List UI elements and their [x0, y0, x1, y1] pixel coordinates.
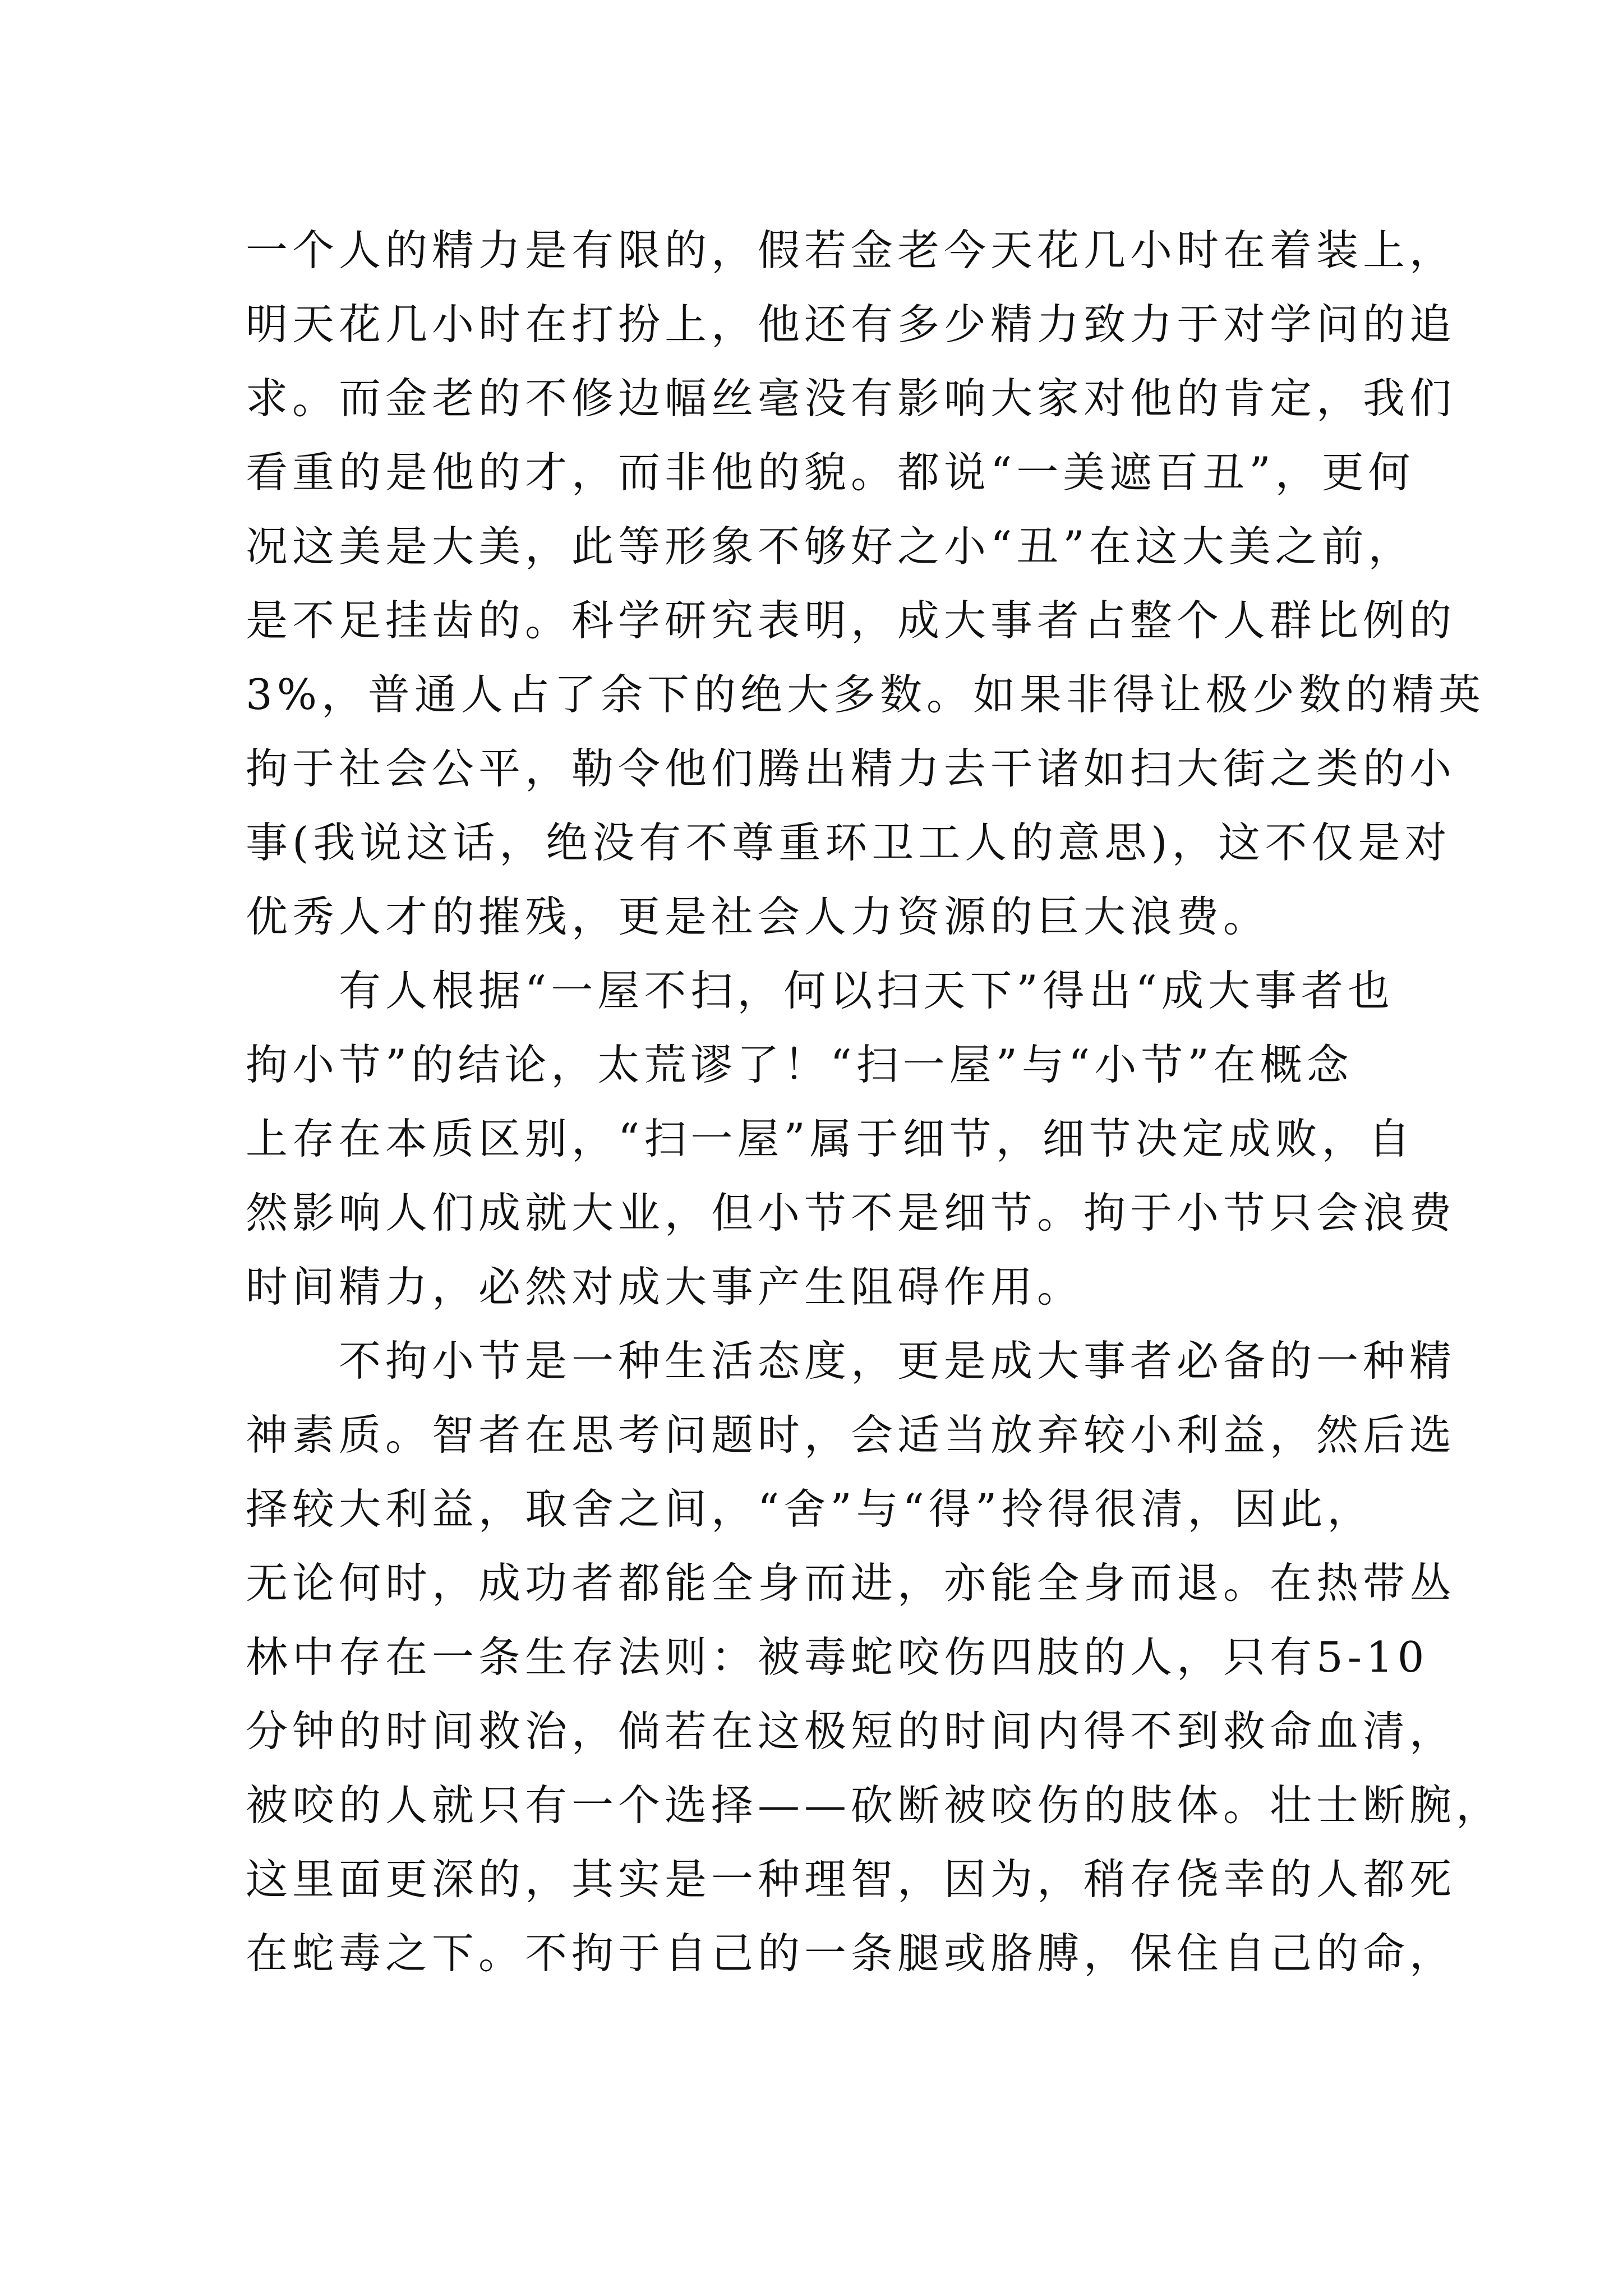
text-line: 况这美是大美，此等形象不够好之小“丑”在这大美之前，	[246, 522, 1415, 571]
text-line: 上存在本质区别，“扫一屋”属于细节，细节决定成败，自	[246, 1114, 1415, 1163]
text-line: 这里面更深的，其实是一种理智，因为，稍存侥幸的人都死	[246, 1855, 1456, 1904]
paragraph-start-line: 有人根据“一屋不扫，何以扫天下”得出“成大事者也	[339, 966, 1395, 1015]
paragraph-start-line: 不拘小节是一种生活态度，更是成大事者必备的一种精	[339, 1336, 1456, 1386]
text-line: 然影响人们成就大业，但小节不是细节。拘于小节只会浪费	[246, 1188, 1456, 1237]
text-line: 分钟的时间救治，倘若在这极短的时间内得不到救命血清，	[246, 1706, 1456, 1756]
text-line: 无论何时，成功者都能全身而进，亦能全身而退。在热带丛	[246, 1558, 1456, 1608]
text-line: 明天花几小时在打扮上，他还有多少精力致力于对学问的追	[246, 300, 1456, 349]
article-body	[246, 213, 1503, 1990]
text-line: 优秀人才的摧残，更是社会人力资源的巨大浪费。	[246, 892, 1270, 941]
text-line: 择较大利益，取舍之间，“舍”与“得”拎得很清，因此，	[246, 1484, 1374, 1534]
text-line: 拘小节”的结论，太荒谬了！“扫一屋”与“小节”在概念	[246, 1040, 1353, 1089]
text-line: 神素质。智者在思考问题时，会适当放弃较小利益，然后选	[246, 1410, 1456, 1460]
text-line: 在蛇毒之下。不拘于自己的一条腿或胳膊，保住自己的命，	[246, 1929, 1456, 1978]
text-line: 时间精力，必然对成大事产生阻碍作用。	[246, 1262, 1084, 1312]
text-line: 是不足挂齿的。科学研究表明，成大事者占整个人群比例的	[246, 596, 1456, 645]
text-line: 一个人的精力是有限的，假若金老今天花几小时在着装上，	[246, 226, 1456, 275]
text-line: 被咬的人就只有一个选择——砍断被咬伤的肢体。壮士断腕，	[246, 1780, 1503, 1830]
text-line: 拘于社会公平，勒令他们腾出精力去干诸如扫大街之类的小	[246, 744, 1456, 793]
text-line: 3%，普通人占了余下的绝大多数。如果非得让极少数的精英	[246, 670, 1485, 719]
text-line: 求。而金老的不修边幅丝毫没有影响大家对他的肯定，我们	[246, 374, 1456, 423]
text-line: 事(我说这话，绝没有不尊重环卫工人的意思)，这不仅是对	[246, 818, 1451, 867]
text-line: 看重的是他的才，而非他的貌。都说“一美遮百丑”，更何	[246, 448, 1415, 497]
text-line: 林中存在一条生存法则：被毒蛇咬伤四肢的人，只有5-10	[246, 1632, 1429, 1682]
